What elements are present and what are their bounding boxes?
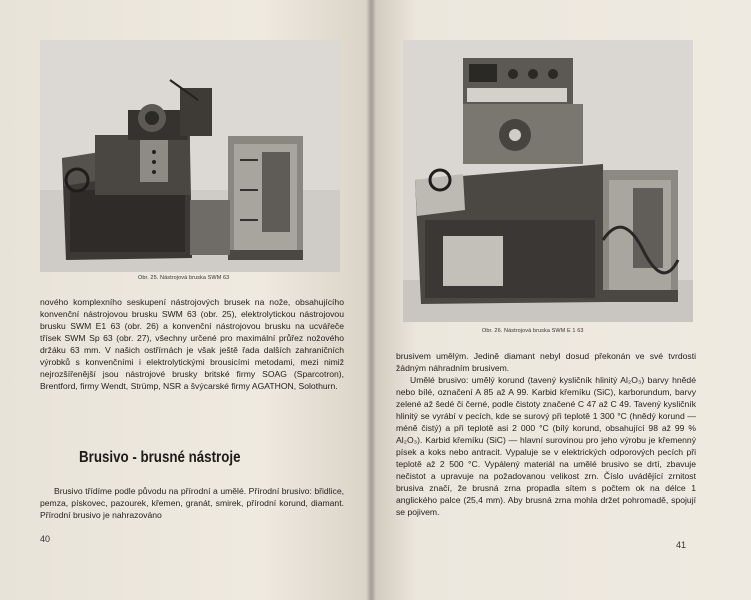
continuation-text: brusivem umělým. Jedině diamant nebyl dosud překonán ve své tvrdosti žádným náhradním brusivem.	[396, 351, 696, 373]
grinder-swm63-illustration	[40, 40, 340, 272]
figure-25-photo	[40, 40, 340, 272]
figure-25-caption: Obr. 25. Nástrojová bruska SWM 63	[138, 275, 230, 281]
section-heading-brusivo: Brusivo - brusné nástroje	[79, 449, 241, 466]
right-text-block	[396, 350, 696, 518]
artificial-abrasive-text: Umělé brusivo: umělý korund (tavený kysličník hlinitý Al₂O₃) barvy hnědé nebo bílé, označení A 85 až A 99. Karbid křemíku (SiC), karborundum, barvy zelené až šedé či černé, podle čistoty značené C 47 až C 49. Tavený kysličník hlinitý se vyrábí v pecích, kde se surový při teplotě 1 300 °C (hnědý korund — méně čistý) a při teplotě asi 2 000 °C (bílý korund, obsahující 98 až 99 % Al₂O₃). Karbid křemíku (SiC) — hlavní surovinou pro jeho výrobu je křemenný písek a koks nebo antracit. Vypaluje se v elektrických odporových pecích při teplotě až 2 500 °C. Vypálený materiál na umělé brusivo se drtí, zbavuje nečistot a upravuje na požadovanou velikost zrn. Číslo uvádějící zrnitost brusiva značí, že brusná zrna propadla sítem s počtem ok na délce 1 anglického palce (25,4 mm). Aby brusná zrna mohla držet pohromadě, spojují se pojivem.	[396, 375, 696, 517]
left-page	[0, 0, 372, 600]
page-number-left: 40	[40, 534, 51, 544]
figure-26-photo	[403, 40, 693, 322]
grinder-swme163-illustration	[403, 40, 693, 322]
left-intro-paragraph	[40, 296, 344, 392]
figure-26-caption: Obr. 26. Nástrojová bruska SWM E 1 63	[482, 328, 584, 334]
left-brusivo-paragraph	[40, 485, 344, 521]
brusivo-text: Brusivo třídíme podle původu na přírodní a umělé. Přírodní brusivo: břidlice, pemza, pískovec, pazourek, křemen, granát, smirek, přírodní korund, diamant. Přírodní brusivo je nahrazováno	[40, 486, 344, 520]
book-gutter	[366, 0, 376, 600]
intro-text: nového komplexního seskupení nástrojových brusek na nože, obsahujícího konvenční nástrojovou brusku SWM 63 (obr. 25), elektrolytickou nástrojovou brusku SWM E1 63 (obr. 26) a konvenční nástrojovou brusku na ucvářeče třísek SWM Sp 63 (obr. 27), všechny určené pro maximální průřez nožového držáku 63 mm. V našich ostřírnách je však ještě řada dalších zahraničních výrobků s konvenčními i elektrolytickými brousicími metodami, mezi nimiž nejrozšířenější jsou nástrojové brusky britské firmy SOAG (Sparcotron), Brentford, firmy Wendt, Strümp, NSR a švýcarské firmy AGATHON, Solothurn.	[40, 297, 344, 391]
right-page	[372, 0, 751, 600]
page-number-right: 41	[676, 540, 687, 550]
